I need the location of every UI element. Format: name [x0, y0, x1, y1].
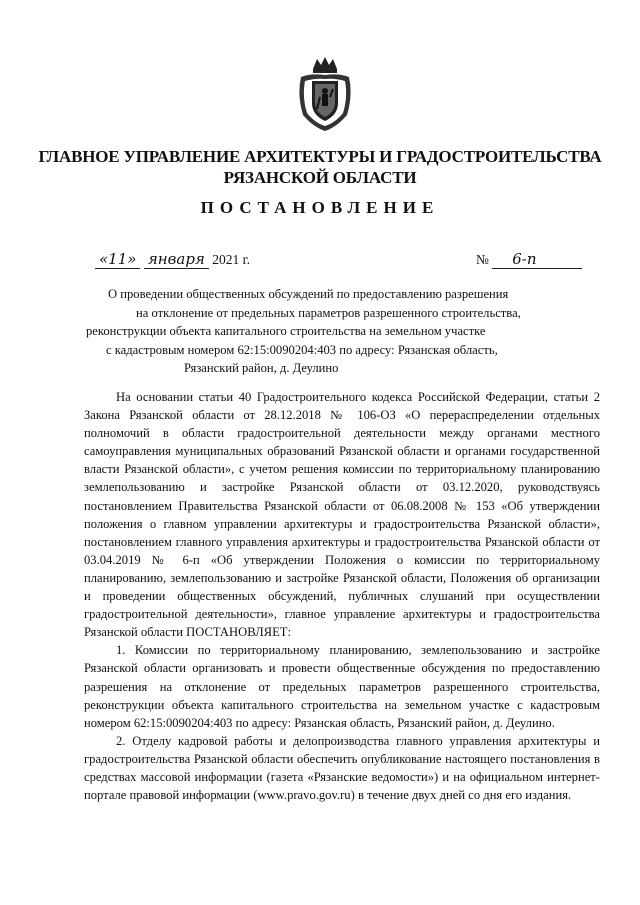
document-subject — [60, 285, 640, 378]
document-type: ПОСТАНОВЛЕНИЕ — [200, 198, 440, 217]
number-label: № — [476, 252, 489, 267]
document-body — [84, 388, 600, 804]
document-number — [476, 250, 582, 269]
document-date — [95, 250, 250, 268]
subject-line: реконструкции объекта капитального строительства на земельном участке — [86, 324, 486, 338]
organization-name — [0, 146, 640, 188]
organization-line-2: РЯЗАНСКОЙ ОБЛАСТИ — [223, 168, 417, 187]
date-year: 2021 г. — [212, 252, 250, 267]
subject-line: на отклонение от предельных параметров разрешенного строительства, — [136, 305, 521, 320]
date-day: «11» — [95, 250, 140, 269]
coat-of-arms-icon — [295, 55, 355, 133]
subject-line: с кадастровым номером 62:15:0090204:403 по адресу: Рязанская область, — [106, 342, 498, 357]
item-1-paragraph: 1. Комиссии по территориальному планированию, землепользованию и застройке Рязанской области организовать и провести общественные обсуждения по предоставлению разрешения на отклонение от предельных параметров разрешенного строительства, реконструкции объекта капитального строительства на земельном участке с кадастровым номером 62:15:0090204:403 по адресу: Рязанская область, Рязанский район, д. Деулино. — [84, 643, 600, 730]
organization-line-1: ГЛАВНОЕ УПРАВЛЕНИЕ АРХИТЕКТУРЫ И ГРАДОСТРОИТЕЛЬСТВА — [38, 147, 602, 166]
subject-line: О проведении общественных обсуждений по предоставлению разрешения — [108, 287, 509, 301]
preamble-paragraph: На основании статьи 40 Градостроительного кодекса Российской Федерации, статьи 2 Закона Рязанской области от 28.12.2018 № 106-ОЗ «О перераспределении отдельных полномочий в области градостроительной деятельности между органами местного самоуправления муниципальных образований Рязанской области и органами государственной власти Рязанской области», с учетом решения комиссии по территориальному планированию землепользованию и застройке Рязанской области от 03.12.2020, руководствуясь постановлением Правительства Рязанской области от 06.08.2008 № 153 «Об утверждении положения о главном управлении архитектуры и градостроительства Рязанской области», постановлением главного управления архитектуры и градостроительства Рязанской области от 03.04.2019 № 6-п «Об утверждении Положения о комиссии по территориальному планированию, землепользованию и застройке Рязанской области, Положения об организации и проведении общественных обсуждений, публичных слушаний при осуществлении градостроительной деятельности», главное управление архитектуры и градостроительства Рязанской области ПОСТАНОВЛЯЕТ: — [84, 390, 600, 640]
date-month: января — [144, 250, 209, 269]
subject-line: Рязанский район, д. Деулино — [184, 361, 339, 375]
item-2-paragraph: 2. Отделу кадровой работы и делопроизводства главного управления архитектуры и градостроительства Рязанской области обеспечить опубликование настоящего постановления в средствах массовой информации (газета «Рязанские ведомости») и на официальном интернет-портале правовой информации (www.pravo.gov.ru) в течение двух дней со дня его издания. — [84, 733, 600, 803]
number-value: 6-п — [492, 250, 582, 269]
